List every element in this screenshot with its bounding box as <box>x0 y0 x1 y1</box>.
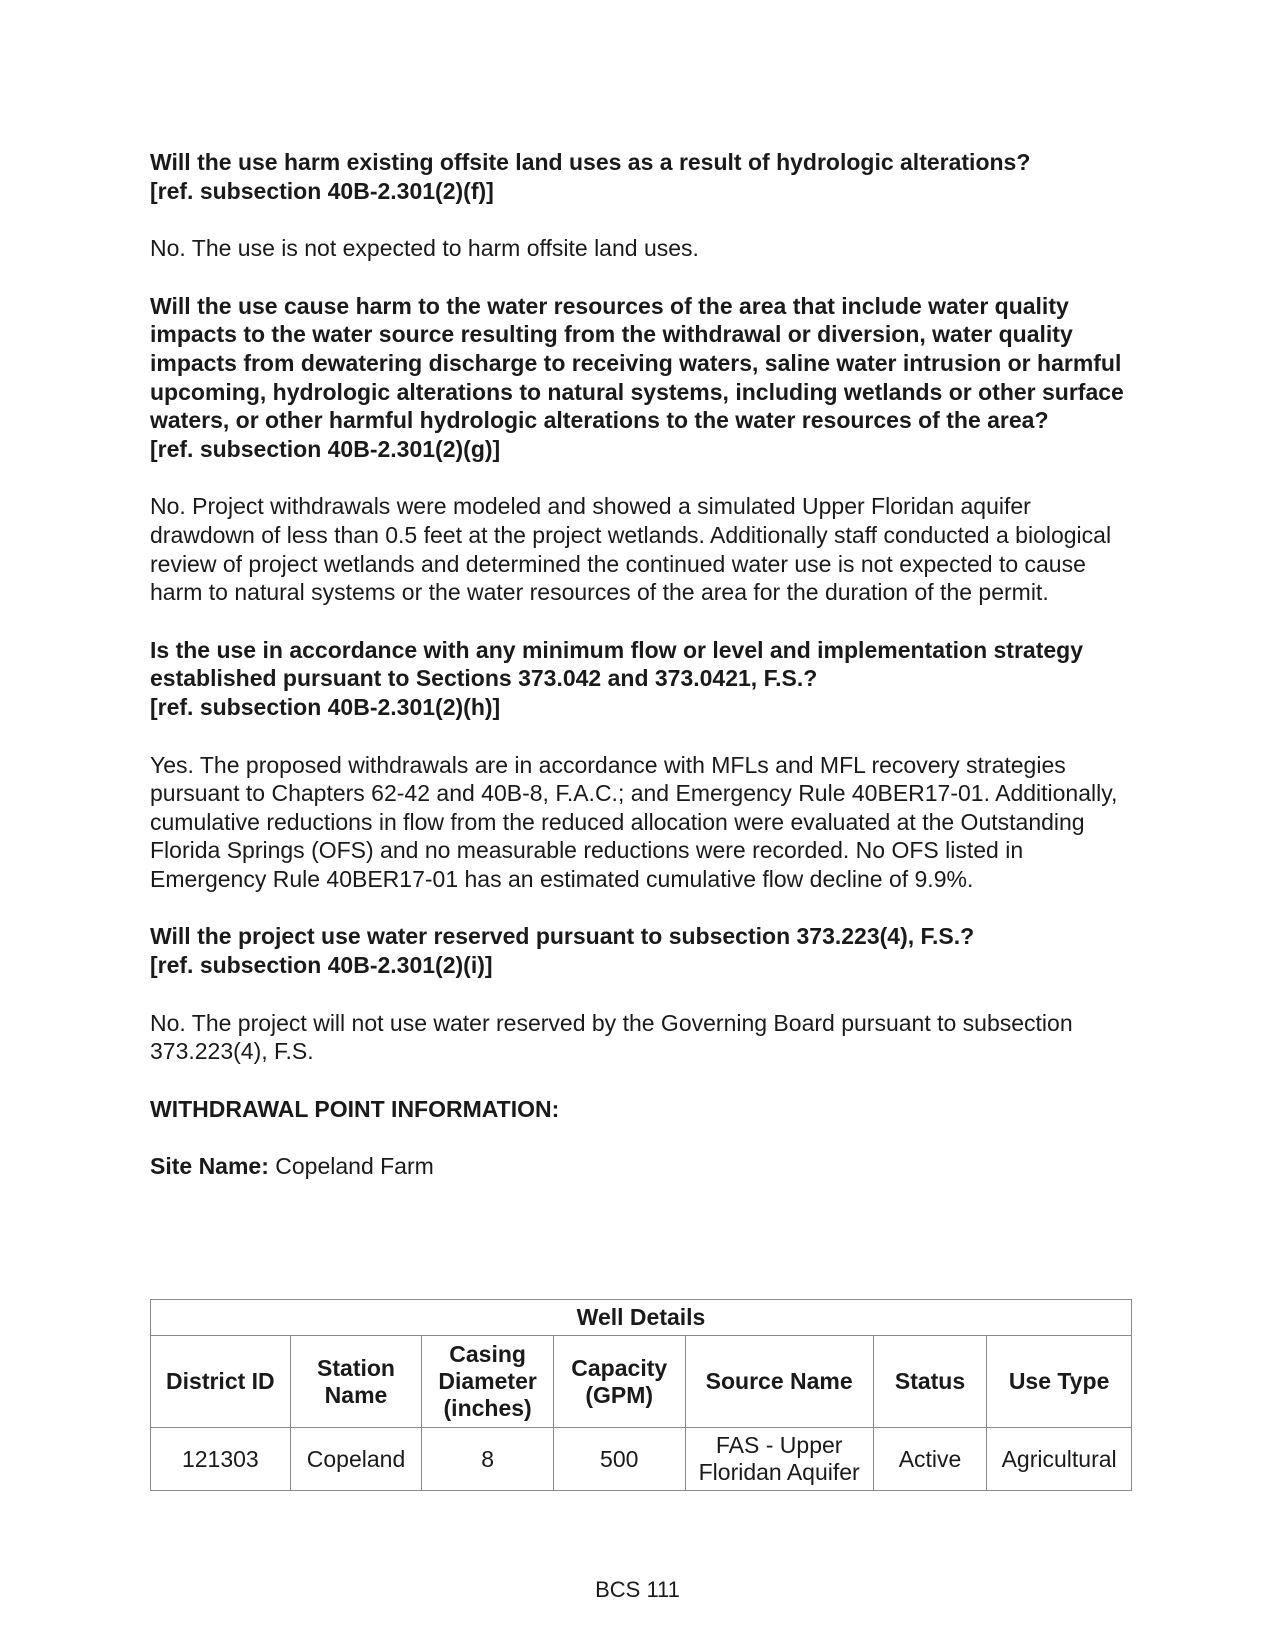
column-header-capacity: Capacity (GPM) <box>553 1336 685 1428</box>
column-header-status: Status <box>873 1336 986 1428</box>
question-minimum-flow-level <box>150 636 1140 722</box>
site-name-label: Site Name: <box>150 1153 269 1180</box>
question-reference: [ref. subsection 40B-2.301(2)(h)] <box>150 693 501 720</box>
table-caption: Well Details <box>151 1300 1132 1336</box>
site-name-line <box>150 1152 1140 1181</box>
question-text: Will the use harm existing offsite land uses as a result of hydrologic alterations? <box>150 149 1031 175</box>
cell-status: Active <box>873 1428 986 1491</box>
cell-use-type: Agricultural <box>987 1428 1132 1491</box>
answer-water-resources-harm: No. Project withdrawals were modeled and showed a simulated Upper Floridan aquifer drawdown of less than 0.5 feet at the project wetlands. Additionally staff conducted a biological review of project wetlands and determined the continued water use is not expected to cause harm to natural systems or the water resources of the area for the duration of the permit. <box>150 493 1112 606</box>
question-offsite-land-uses <box>150 148 1140 205</box>
question-reserved-water <box>150 922 1140 979</box>
question-reference: [ref. subsection 40B-2.301(2)(i)] <box>150 952 493 979</box>
column-header-source-name: Source Name <box>685 1336 873 1428</box>
table-header-row <box>151 1336 1132 1428</box>
cell-source-name: FAS - Upper Floridan Aquifer <box>685 1428 873 1491</box>
answer-minimum-flow-level: Yes. The proposed withdrawals are in accordance with MFLs and MFL recovery strategies pursuant to Chapters 62-42 and 40B-8, F.A.C.; and Emergency Rule 40BER17-01. Additionally, cumulative reductions in flow from the reduced allocation were evaluated at the Outstanding Florida Springs (OFS) and no measurable reductions were recorded. No OFS listed in Emergency Rule 40BER17-01 has an estimated cumulative flow decline of 9.9%. <box>150 751 1118 892</box>
question-text: Will the project use water reserved pursuant to subsection 373.223(4), F.S.? <box>150 923 975 950</box>
column-header-station-name: Station Name <box>290 1336 422 1428</box>
answer-offsite-land-uses: No. The use is not expected to harm offsite land uses. <box>150 235 699 262</box>
question-water-resources-harm <box>150 292 1140 464</box>
page-footer: BCS 111 <box>595 1577 680 1602</box>
withdrawal-point-heading: WITHDRAWAL POINT INFORMATION: <box>150 1095 560 1122</box>
well-details-table <box>150 1299 1132 1491</box>
cell-capacity: 500 <box>553 1428 685 1491</box>
site-name-value: Copeland Farm <box>275 1153 434 1180</box>
column-header-district-id: District ID <box>151 1336 291 1428</box>
table-row <box>151 1428 1132 1491</box>
column-header-casing-diameter: Casing Diameter (inches) <box>422 1336 554 1428</box>
cell-casing-diameter: 8 <box>422 1428 554 1491</box>
question-text: Is the use in accordance with any minimum flow or level and implementation strategy established pursuant to Sections 373.042 and 373.0421, F.S.? <box>150 636 1084 692</box>
question-reference: [ref. subsection 40B-2.301(2)(g)] <box>150 435 501 462</box>
cell-station-name: Copeland <box>290 1428 422 1491</box>
answer-reserved-water: No. The project will not use water reserved by the Governing Board pursuant to subsection 373.223(4), F.S. <box>150 1009 1073 1065</box>
document-body <box>150 148 1140 1181</box>
cell-district-id: 121303 <box>151 1428 291 1491</box>
question-reference: [ref. subsection 40B-2.301(2)(f)] <box>150 177 494 204</box>
column-header-use-type: Use Type <box>987 1336 1132 1428</box>
question-text: Will the use cause harm to the water resources of the area that include water quality impacts to the water source resulting from the withdrawal or diversion, water quality impacts from dewatering discharge to receiving waters, saline water intrusion or harmful upcoming, hydrologic alterations to natural systems, including wetlands or other surface waters, or other harmful hydrologic alterations to the water resources of the area? <box>150 292 1124 434</box>
